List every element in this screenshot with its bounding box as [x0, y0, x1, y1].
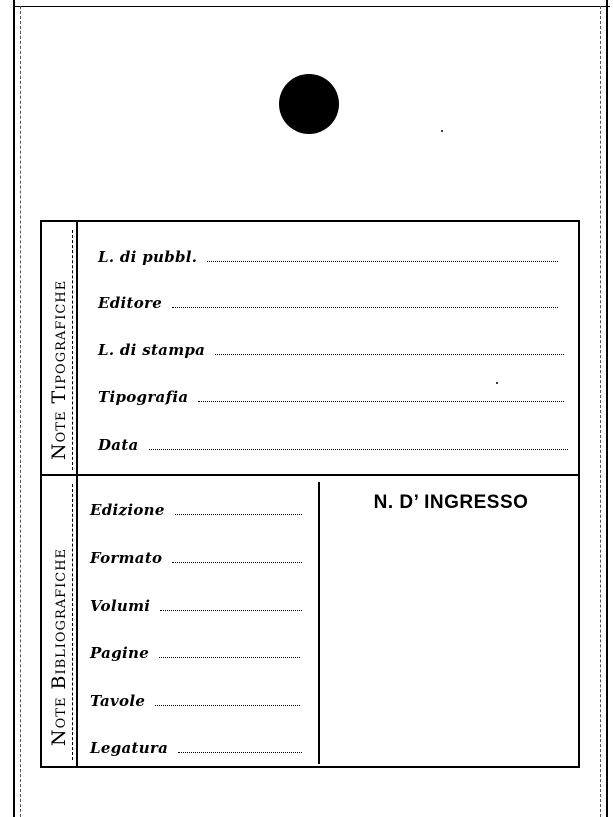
fill-line[interactable]: [149, 448, 568, 450]
field-label: Tipografia: [98, 388, 189, 406]
card-left-rule: [20, 6, 21, 817]
print-speck: [441, 130, 443, 132]
field-tipografia: [98, 384, 564, 406]
field-edizione: [90, 497, 302, 519]
field-volumi: [90, 593, 302, 615]
print-speck: [496, 382, 498, 384]
bibliographic-sidebar-rule-inner: [72, 484, 73, 760]
field-luogo-stampa: [98, 337, 564, 359]
bibliographic-section-title: [48, 548, 70, 746]
punch-hole: [279, 74, 339, 134]
fill-line[interactable]: [207, 260, 558, 262]
typographic-sidebar-rule: [76, 222, 78, 474]
fill-line[interactable]: [175, 513, 302, 515]
field-legatura: [90, 735, 302, 757]
fill-line[interactable]: [160, 609, 302, 611]
field-label: Edizione: [90, 501, 165, 519]
fill-line[interactable]: [172, 561, 302, 563]
typographic-section-title: [48, 280, 70, 460]
fill-line[interactable]: [159, 656, 300, 658]
field-label: Volumi: [90, 597, 151, 615]
field-label: Legatura: [90, 739, 169, 757]
fill-line[interactable]: [198, 400, 564, 402]
typographic-section-title-text: Note Tipografiche: [48, 279, 70, 460]
field-label: Tavole: [90, 692, 146, 710]
column-divider: [318, 482, 320, 764]
fill-line[interactable]: [178, 751, 302, 753]
field-luogo-pubblicazione: [98, 244, 558, 266]
card-right-rule: [600, 6, 601, 817]
field-label: L. di pubbl.: [98, 248, 198, 266]
field-label: Data: [98, 436, 139, 454]
field-label: Editore: [98, 294, 163, 312]
field-label: L. di stampa: [98, 341, 206, 359]
bibliographic-section-title-text: Note Bibliografiche: [48, 547, 70, 746]
field-data: [98, 432, 568, 454]
ingresso-number-title: N. D’ INGRESSO: [373, 492, 529, 513]
fill-line[interactable]: [172, 306, 558, 308]
field-label: Formato: [90, 549, 163, 567]
field-editore: [98, 290, 558, 312]
section-divider: [40, 474, 580, 476]
field-label: Pagine: [90, 644, 150, 662]
bibliographic-sidebar-rule: [76, 476, 78, 766]
fill-line[interactable]: [155, 704, 300, 706]
typographic-sidebar-rule-inner: [72, 230, 73, 470]
field-pagine: [90, 640, 300, 662]
card-top-rule: [13, 6, 610, 7]
fill-line[interactable]: [215, 353, 564, 355]
field-formato: [90, 545, 302, 567]
field-tavole: [90, 688, 300, 710]
